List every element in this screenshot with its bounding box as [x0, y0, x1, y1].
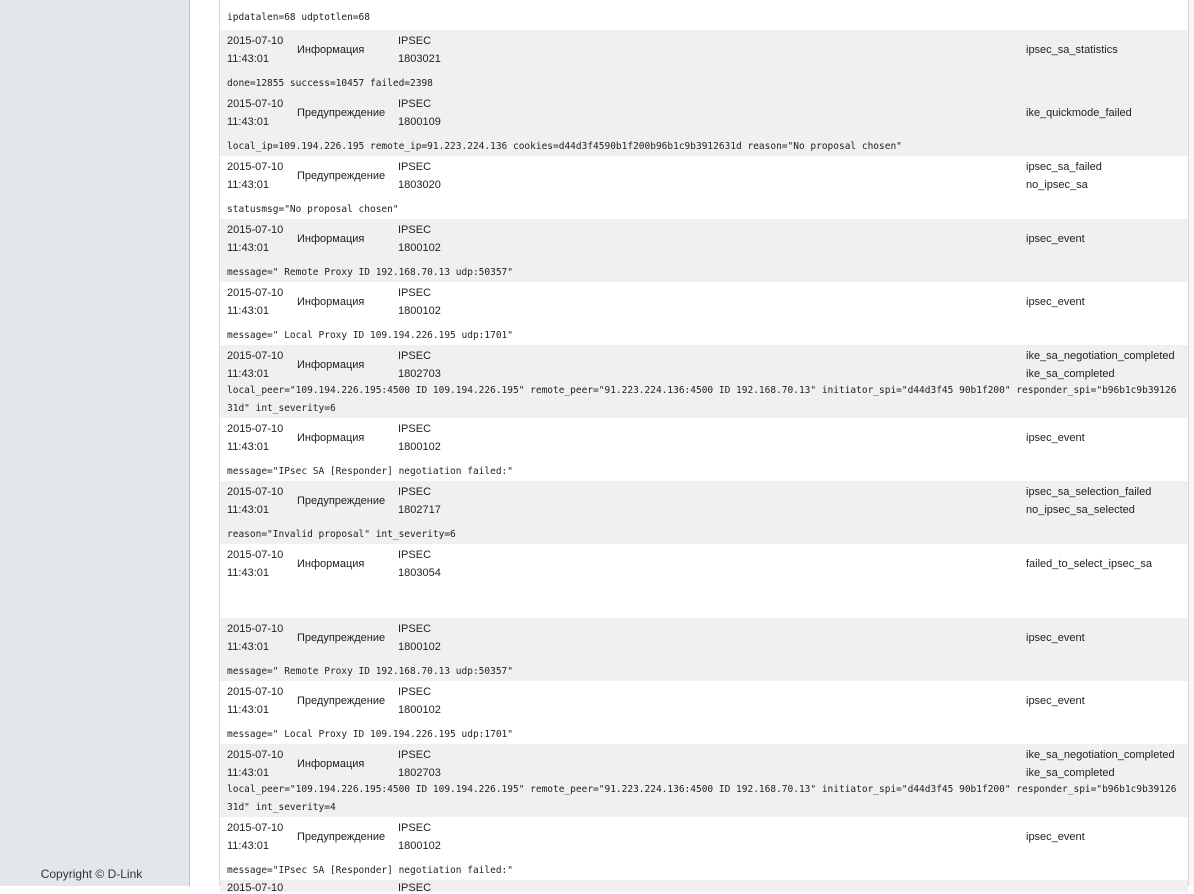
log-event-name: ipsec_event [1026, 432, 1085, 444]
log-event-name: ipsec_event [1026, 233, 1085, 245]
log-event-name: failed_to_select_ipsec_sa [1026, 558, 1152, 570]
log-message: message="IPsec SA [Responder] negotiation failed:" [227, 466, 513, 477]
event-log-list[interactable] [219, 0, 1189, 894]
log-date: 2015-07-10 [227, 623, 284, 635]
log-category: IPSEC [398, 98, 432, 110]
log-message: message=" Remote Proxy ID 192.168.70.13 udp:50357" [227, 666, 513, 677]
log-event-name: ipsec_event [1026, 695, 1085, 707]
log-severity: Предупреждение [297, 170, 386, 182]
log-event-name-secondary: ike_sa_completed [1026, 368, 1115, 380]
log-date: 2015-07-10 [227, 749, 284, 761]
log-category: IPSEC [398, 350, 432, 362]
log-code: 1800102 [398, 704, 441, 716]
right-edge [1189, 0, 1194, 886]
log-code: 1802703 [398, 767, 441, 779]
log-code: 1803021 [398, 53, 441, 65]
log-date: 2015-07-10 [227, 350, 284, 362]
log-date: 2015-07-10 [227, 822, 284, 834]
log-event-name: ipsec_sa_statistics [1026, 44, 1118, 56]
log-severity: Информация [297, 296, 365, 308]
log-event-name: ike_sa_negotiation_completed [1026, 350, 1175, 362]
log-severity: Информация [297, 432, 365, 444]
log-time: 11:43:01 [227, 704, 270, 716]
log-category: IPSEC [398, 423, 432, 435]
log-entry [220, 817, 1188, 880]
log-entry [220, 618, 1188, 681]
log-time: 11:43:01 [227, 441, 270, 453]
log-event-name-secondary: no_ipsec_sa_selected [1026, 504, 1135, 516]
log-message: done=12855 success=10457 failed=2398 [227, 78, 433, 89]
log-category: IPSEC [398, 161, 432, 173]
log-category: IPSEC [398, 686, 432, 698]
log-time: 11:43:01 [227, 53, 270, 65]
log-category: IPSEC [398, 549, 432, 561]
log-entry [220, 219, 1188, 282]
log-time: 11:43:01 [227, 641, 270, 653]
log-severity: Информация [297, 359, 365, 371]
log-code: 1800102 [398, 305, 441, 317]
log-entry [220, 30, 1188, 93]
log-message: local_peer="109.194.226.195:4500 ID 109.194.226.195" remote_peer="91.223.224.136:4500 ID 192.168.70.13" initiator_spi="d44d3f45 90b1f200" responder_spi="b96b1c9b3912631d" int_severity=6 [227, 385, 1177, 414]
log-date: 2015-07-10 [227, 98, 284, 110]
log-entry [220, 481, 1188, 544]
log-time: 11:43:01 [227, 840, 270, 852]
log-event-name-secondary: ike_sa_completed [1026, 767, 1115, 779]
log-entry [220, 681, 1188, 744]
log-category: IPSEC [398, 486, 432, 498]
log-category: IPSEC [398, 287, 432, 299]
log-code: 1803054 [398, 567, 441, 579]
log-entry [220, 544, 1188, 618]
log-event-name: ike_sa_negotiation_completed [1026, 749, 1175, 761]
log-event-name: ipsec_event [1026, 831, 1085, 843]
log-event-name: ike_quickmode_failed [1026, 107, 1132, 119]
log-date: 2015-07-10 [227, 549, 284, 561]
log-message: message=" Remote Proxy ID 192.168.70.13 udp:50357" [227, 267, 513, 278]
log-date: 2015-07-10 [227, 686, 284, 698]
log-category: IPSEC [398, 882, 432, 894]
log-message: local_ip=109.194.226.195 remote_ip=91.223.224.136 cookies=d44d3f4590b1f200b96b1c9b3912631d reason="No proposal chosen" [227, 141, 902, 152]
log-time: 11:43:01 [227, 179, 270, 191]
log-event-name-secondary: no_ipsec_sa [1026, 179, 1088, 191]
log-date: 2015-07-10 [227, 35, 284, 47]
log-category: IPSEC [398, 749, 432, 761]
log-message: statusmsg="No proposal chosen" [227, 204, 399, 215]
log-code: 1800109 [398, 116, 441, 128]
log-message [220, 600, 1188, 618]
log-category: IPSEC [398, 623, 432, 635]
log-date: 2015-07-10 [227, 287, 284, 299]
log-category: IPSEC [398, 822, 432, 834]
log-date: 2015-07-10 [227, 161, 284, 173]
log-message: message=" Local Proxy ID 109.194.226.195 udp:1701" [227, 330, 513, 341]
log-message: message=" Local Proxy ID 109.194.226.195 udp:1701" [227, 729, 513, 740]
log-entry [220, 418, 1188, 481]
log-entry [220, 345, 1188, 418]
log-severity: Информация [297, 233, 365, 245]
log-entry [220, 880, 1188, 892]
log-time: 11:43:01 [227, 767, 270, 779]
log-message: local_peer="109.194.226.195:4500 ID 109.194.226.195" remote_peer="91.223.224.136:4500 ID 192.168.70.13" initiator_spi="d44d3f45 90b1f200" responder_spi="b96b1c9b3912631d" int_severity=4 [227, 784, 1177, 813]
log-event-name: ipsec_sa_selection_failed [1026, 486, 1152, 498]
log-message: reason="Invalid proposal" int_severity=6 [227, 529, 456, 540]
log-code: 1802717 [398, 504, 441, 516]
log-entry [220, 93, 1188, 156]
log-time: 11:43:01 [227, 368, 270, 380]
copyright-text: Copyright © D-Link [40, 867, 143, 881]
log-time: 11:43:01 [227, 567, 270, 579]
log-code: 1800102 [398, 840, 441, 852]
log-event-name: ipsec_sa_failed [1026, 161, 1102, 173]
log-event-name: ipsec_event [1026, 632, 1085, 644]
log-severity: Предупреждение [297, 107, 386, 119]
log-severity: Предупреждение [297, 695, 386, 707]
log-entry [220, 282, 1188, 345]
log-date: 2015-07-10 [227, 486, 284, 498]
log-severity: Информация [297, 44, 365, 56]
log-time: 11:43:01 [227, 116, 270, 128]
log-severity: Информация [297, 758, 365, 770]
log-date: 2015-07-10 [227, 882, 284, 894]
log-message: ipdatalen=68 udptotlen=68 [227, 12, 370, 23]
log-entry [220, 744, 1188, 817]
log-code: 1802703 [398, 368, 441, 380]
log-entry [220, 156, 1188, 219]
log-time: 11:43:01 [227, 504, 270, 516]
log-category: IPSEC [398, 35, 432, 47]
log-severity: Предупреждение [297, 632, 386, 644]
log-code: 1800102 [398, 441, 441, 453]
log-time: 11:43:01 [227, 242, 270, 254]
left-sidebar [0, 0, 190, 886]
log-category: IPSEC [398, 224, 432, 236]
log-severity: Предупреждение [297, 495, 386, 507]
log-code: 1800102 [398, 641, 441, 653]
content-margin [191, 0, 219, 886]
log-event-name: ipsec_event [1026, 296, 1085, 308]
log-time: 11:43:01 [227, 305, 270, 317]
log-code: 1803020 [398, 179, 441, 191]
log-severity: Предупреждение [297, 831, 386, 843]
log-severity: Информация [297, 558, 365, 570]
log-date: 2015-07-10 [227, 224, 284, 236]
log-date: 2015-07-10 [227, 423, 284, 435]
log-code: 1800102 [398, 242, 441, 254]
log-message: message="IPsec SA [Responder] negotiation failed:" [227, 865, 513, 876]
